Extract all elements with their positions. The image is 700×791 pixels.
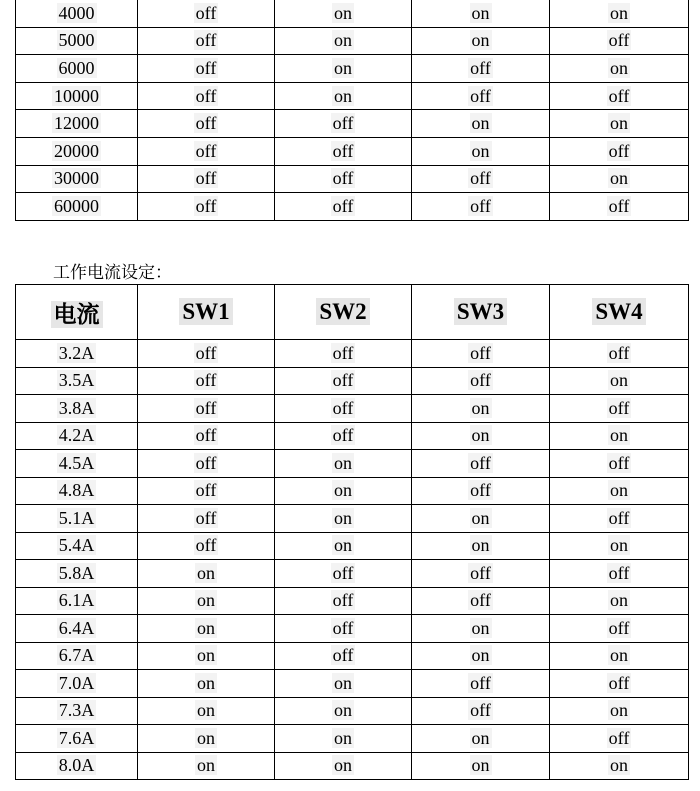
cell-text: off [608,195,630,216]
table-cell [16,670,138,698]
table-cell [550,340,689,368]
cell-text: on [471,617,490,638]
table-cell [16,532,138,560]
table-row [16,532,689,560]
table-cell [412,137,550,165]
table-cell [16,27,138,55]
table-cell [550,193,689,221]
cell-text: on [471,645,490,666]
cell-text: off [332,342,354,363]
table-cell [16,615,138,643]
cell-text: on [610,425,628,446]
cell-text: off [332,140,354,161]
cell-text: on [197,755,215,776]
table-cell [550,27,689,55]
cell-text: on [334,507,352,528]
table-cell [138,615,275,643]
table-header-row [16,285,689,340]
table-cell [412,367,550,395]
cell-text: on [471,535,490,556]
cell-text: on [610,113,628,134]
table-cell [412,193,550,221]
cell-text: off [195,195,217,216]
cell-text: 6.1A [58,590,95,611]
table-cell [16,587,138,615]
table-row [16,450,689,478]
table-cell [412,615,550,643]
cell-text: on [197,727,215,748]
table-cell [16,395,138,423]
cell-text: 4.2A [58,425,95,446]
table-cell [275,367,412,395]
cell-text: on [471,727,490,748]
header-sw4 [550,285,689,340]
table-cell [275,642,412,670]
cell-text: 6.4A [58,617,95,638]
cell-text: 6000 [58,57,95,78]
table-cell [412,477,550,505]
table-cell [412,450,550,478]
table-cell [16,642,138,670]
table-row [16,367,689,395]
table-cell [138,422,275,450]
table-cell [550,697,689,725]
table-cell [412,0,550,27]
cell-text: 5.8A [58,562,95,583]
cell-text: off [470,562,491,583]
table-row [16,505,689,533]
table-cell [275,670,412,698]
cell-text: off [195,342,217,363]
cell-text: 3.8A [58,397,95,418]
cell-text: on [197,645,215,666]
table-cell [550,0,689,27]
table-cell [412,422,550,450]
cell-text: on [334,57,352,78]
cell-text: on [610,590,628,611]
table-cell [138,110,275,138]
cell-text: off [470,342,491,363]
cell-text: 20000 [54,140,99,161]
subdivision-table-body [16,0,689,220]
table-cell [412,697,550,725]
cell-text: off [332,425,354,446]
cell-text: 12000 [54,113,99,134]
table-cell [412,642,550,670]
table-cell [138,395,275,423]
cell-text: on [334,452,352,473]
cell-text: off [470,590,491,611]
cell-text: off [608,507,630,528]
table-row [16,422,689,450]
table-cell [275,532,412,560]
cell-text: on [334,672,352,693]
cell-text: 7.3A [58,700,95,721]
cell-text: on [334,85,352,106]
table-cell [138,670,275,698]
table-cell [412,55,550,83]
table-row [16,725,689,753]
table-cell [275,193,412,221]
table-cell [16,450,138,478]
cell-text: off [195,535,217,556]
header-label: SW3 [454,298,507,325]
table-cell [275,165,412,193]
table-cell [16,422,138,450]
cell-text: on [471,507,490,528]
table-cell [138,752,275,780]
header-sw2 [275,285,412,340]
table-cell [412,82,550,110]
table-cell [16,82,138,110]
cell-text: off [470,85,491,106]
cell-text: on [197,562,215,583]
cell-text: off [195,480,217,501]
cell-text: on [471,140,490,161]
cell-text: 60000 [54,195,99,216]
table-cell [16,505,138,533]
table-cell [138,697,275,725]
table-cell [550,165,689,193]
cell-text: off [195,140,217,161]
table-cell [275,0,412,27]
cell-text: off [470,370,491,391]
table-cell [16,340,138,368]
table-row [16,165,689,193]
table-cell [275,27,412,55]
cell-text: 6.7A [58,645,95,666]
table-cell [275,422,412,450]
cell-text: off [332,370,354,391]
table-cell [275,82,412,110]
cell-text: off [608,342,630,363]
cell-text: off [332,617,354,638]
header-label: 电流 [51,301,103,328]
cell-text: off [195,2,217,23]
table-cell [412,395,550,423]
table-cell [138,137,275,165]
table-cell [275,725,412,753]
table-cell [550,82,689,110]
cell-text: 4.8A [58,480,95,501]
table-cell [275,615,412,643]
table-cell [275,55,412,83]
cell-text: 4.5A [58,452,95,473]
cell-text: off [608,397,630,418]
table-cell [550,450,689,478]
table-cell [138,450,275,478]
table-row [16,340,689,368]
cell-text: 5.4A [58,535,95,556]
table-cell [412,165,550,193]
table-cell [275,450,412,478]
cell-text: 8.0A [58,755,95,776]
cell-text: off [470,168,491,189]
table-cell [138,642,275,670]
cell-text: off [195,370,217,391]
cell-text: off [608,30,630,51]
cell-text: off [195,168,217,189]
cell-text: on [334,480,352,501]
table-cell [275,560,412,588]
cell-text: on [471,113,490,134]
cell-text: 5000 [58,30,95,51]
subdivision-table [15,0,689,221]
cell-text: on [471,425,490,446]
table-cell [550,642,689,670]
table-row [16,615,689,643]
table-cell [412,725,550,753]
cell-text: 7.6A [58,727,95,748]
table-cell [138,477,275,505]
table-cell [550,670,689,698]
cell-text: off [195,113,217,134]
table-cell [16,477,138,505]
table-cell [16,725,138,753]
current-table-body [16,340,689,780]
table-row [16,110,689,138]
table-cell [412,670,550,698]
cell-text: 5.1A [58,507,95,528]
table-cell [138,367,275,395]
table-cell [550,110,689,138]
table-cell [550,422,689,450]
cell-text: off [332,590,354,611]
cell-text: on [197,700,215,721]
table-cell [16,367,138,395]
table-row [16,55,689,83]
table-row [16,670,689,698]
header-sw3 [412,285,550,340]
header-label: SW2 [316,298,369,325]
cell-text: off [195,452,217,473]
table-row [16,193,689,221]
table-cell [275,395,412,423]
cell-text: on [610,57,628,78]
cell-text: on [334,535,352,556]
cell-text: 3.2A [58,342,95,363]
table-cell [550,55,689,83]
cell-text: on [610,2,628,23]
cell-text: off [470,480,491,501]
table-cell [16,0,138,27]
table-cell [550,560,689,588]
table-cell [16,560,138,588]
cell-text: on [197,590,215,611]
cell-text: on [197,672,215,693]
table-cell [412,587,550,615]
table-cell [275,110,412,138]
cell-text: off [470,672,491,693]
table-cell [16,110,138,138]
cell-text: 10000 [54,85,99,106]
cell-text: off [332,645,354,666]
cell-text: off [332,195,354,216]
table-cell [550,587,689,615]
cell-text: off [195,397,217,418]
cell-text: off [195,507,217,528]
table-cell [138,82,275,110]
table-cell [550,615,689,643]
cell-text: on [197,617,215,638]
table-cell [550,752,689,780]
header-label: SW4 [592,298,645,325]
table-cell [550,395,689,423]
cell-text: on [471,755,490,776]
table-cell [412,340,550,368]
table-cell [16,752,138,780]
table-cell [412,27,550,55]
cell-text: on [471,397,490,418]
table-cell [412,532,550,560]
cell-text: on [610,755,628,776]
cell-text: off [608,617,630,638]
table-cell [138,0,275,27]
cell-text: off [470,57,491,78]
cell-text: on [334,755,352,776]
table-cell [16,55,138,83]
cell-text: on [610,700,628,721]
header-sw1 [138,285,275,340]
cell-text: on [334,30,352,51]
table-cell [550,477,689,505]
table-cell [550,137,689,165]
cell-text: off [195,30,217,51]
table-cell [275,477,412,505]
cell-text: off [195,57,217,78]
cell-text: on [610,535,628,556]
table-cell [275,752,412,780]
table-row [16,642,689,670]
cell-text: on [610,645,628,666]
table-row [16,27,689,55]
cell-text: off [470,195,491,216]
cell-text: 7.0A [58,672,95,693]
cell-text: on [610,370,628,391]
cell-text: off [608,562,630,583]
cell-text: off [608,140,630,161]
cell-text: on [471,30,490,51]
table-cell [138,532,275,560]
table-row [16,587,689,615]
table-cell [138,193,275,221]
table-cell [550,725,689,753]
header-current [16,285,138,340]
cell-text: 4000 [58,2,95,23]
table-cell [550,532,689,560]
cell-text: off [608,85,630,106]
table-row [16,752,689,780]
table-cell [138,560,275,588]
table-cell [275,137,412,165]
cell-text: off [332,397,354,418]
table-row [16,137,689,165]
table-cell [138,55,275,83]
cell-text: on [334,727,352,748]
table-cell [138,165,275,193]
table-cell [16,137,138,165]
cell-text: off [195,425,217,446]
cell-text: off [332,562,354,583]
cell-text: 30000 [54,168,99,189]
cell-text: off [332,168,354,189]
current-setting-caption: 工作电流设定： [53,263,172,283]
header-label: SW1 [179,298,232,325]
cell-text: on [334,700,352,721]
cell-text: on [610,480,628,501]
table-cell [550,505,689,533]
cell-text: on [471,2,490,23]
table-row [16,477,689,505]
cell-text: 3.5A [58,370,95,391]
table-cell [412,110,550,138]
cell-text: off [470,700,491,721]
table-cell [550,367,689,395]
cell-text: off [195,85,217,106]
cell-text: on [610,168,628,189]
table-cell [412,505,550,533]
table-cell [16,165,138,193]
table-cell [412,560,550,588]
cell-text: on [334,2,352,23]
table-cell [275,340,412,368]
table-row [16,560,689,588]
table-cell [412,752,550,780]
table-row [16,395,689,423]
table-cell [138,340,275,368]
table-cell [16,697,138,725]
table-row [16,0,689,27]
table-row [16,82,689,110]
table-cell [138,27,275,55]
table-cell [138,725,275,753]
table-cell [275,505,412,533]
cell-text: off [608,452,630,473]
current-setting-table [15,284,689,780]
table-cell [138,505,275,533]
cell-text: off [608,672,630,693]
table-row [16,697,689,725]
cell-text: off [608,727,630,748]
cell-text: off [470,452,491,473]
table-cell [138,587,275,615]
table-cell [275,587,412,615]
table-cell [16,193,138,221]
cell-text: off [332,113,354,134]
table-cell [275,697,412,725]
